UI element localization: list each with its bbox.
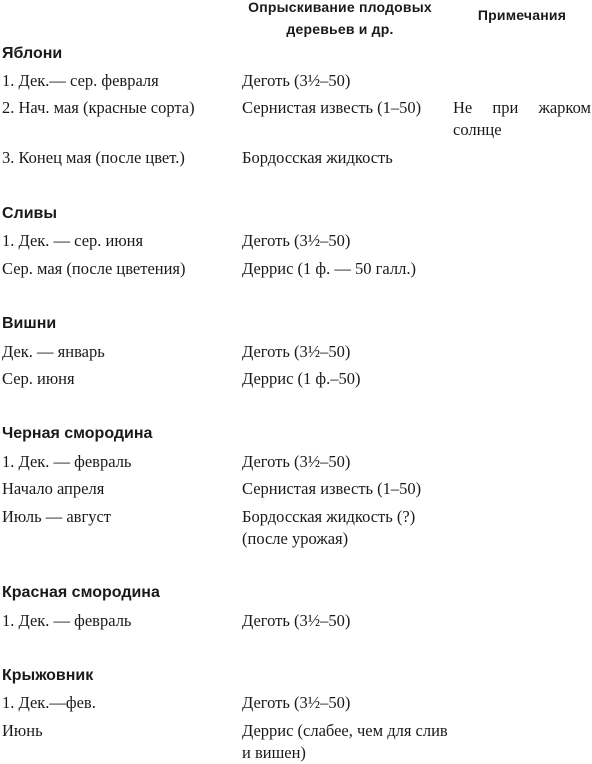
period-cell: Сер. мая (после цветения) xyxy=(2,259,186,278)
table-row xyxy=(0,368,592,390)
treatment-cell: Бордосская жидкость (?) (после урожая) xyxy=(242,507,416,548)
period-cell: Июнь xyxy=(2,721,43,740)
table-row xyxy=(0,451,592,473)
treatment-cell: Сернистая известь (1–50) xyxy=(242,98,422,117)
period-cell: Сер. июня xyxy=(2,369,75,388)
treatment-cell: Сернистая известь (1–50) xyxy=(242,479,422,498)
treatment-cell: Деготь (3½–50) xyxy=(242,71,351,90)
table-row xyxy=(0,230,592,252)
column-header-notes: Примечания xyxy=(477,7,567,23)
section-title-apples: Яблони xyxy=(2,45,63,62)
table-row xyxy=(0,147,592,169)
section-title-gooseberry: Крыжовник xyxy=(2,667,94,684)
table-row xyxy=(0,692,592,714)
period-cell: 1. Дек.—фев. xyxy=(2,693,96,712)
section-title-blackcurrant: Черная смородина xyxy=(2,425,153,442)
period-cell: 1. Дек. — февраль xyxy=(2,611,132,630)
treatment-cell: Деготь (3½–50) xyxy=(242,693,351,712)
period-cell: 3. Конец мая (после цвет.) xyxy=(2,148,185,167)
treatment-cell: Деррис (1 ф.–50) xyxy=(242,369,361,388)
note-cell: Не при жарком солнце xyxy=(453,98,591,139)
period-cell: 1. Дек.— сер. февраля xyxy=(2,71,159,90)
treatment-cell: Деррис (1 ф. — 50 галл.) xyxy=(242,259,416,278)
period-cell: Июль — август xyxy=(2,507,112,526)
table-row xyxy=(0,97,592,139)
column-header-spraying: Опрыскивание плодовых деревьев и др. xyxy=(248,0,432,37)
treatment-cell: Деготь (3½–50) xyxy=(242,342,351,361)
table-row xyxy=(0,478,592,500)
period-cell: Начало апреля xyxy=(2,479,105,498)
period-cell: 2. Нач. мая (красные сорта) xyxy=(2,98,195,117)
table-row xyxy=(0,341,592,363)
table-row xyxy=(0,70,592,92)
treatment-cell: Бордосская жидкость xyxy=(242,148,393,167)
period-cell: 1. Дек. — февраль xyxy=(2,452,132,471)
section-title-plums: Сливы xyxy=(2,205,58,222)
table-row xyxy=(0,610,592,632)
period-cell: Дек. — январь xyxy=(2,342,105,361)
treatment-cell: Деррис (слабее, чем для слив и вишен) xyxy=(242,721,448,762)
treatment-cell: Деготь (3½–50) xyxy=(242,231,351,250)
table-row xyxy=(0,258,592,280)
section-title-cherries: Вишни xyxy=(2,315,57,332)
period-cell: 1. Дек. — сер. июня xyxy=(2,231,144,250)
treatment-cell: Деготь (3½–50) xyxy=(242,452,351,471)
table-row xyxy=(0,506,592,548)
section-title-redcurrant: Красная смородина xyxy=(2,584,160,601)
treatment-cell: Деготь (3½–50) xyxy=(242,611,351,630)
table-row xyxy=(0,720,592,762)
